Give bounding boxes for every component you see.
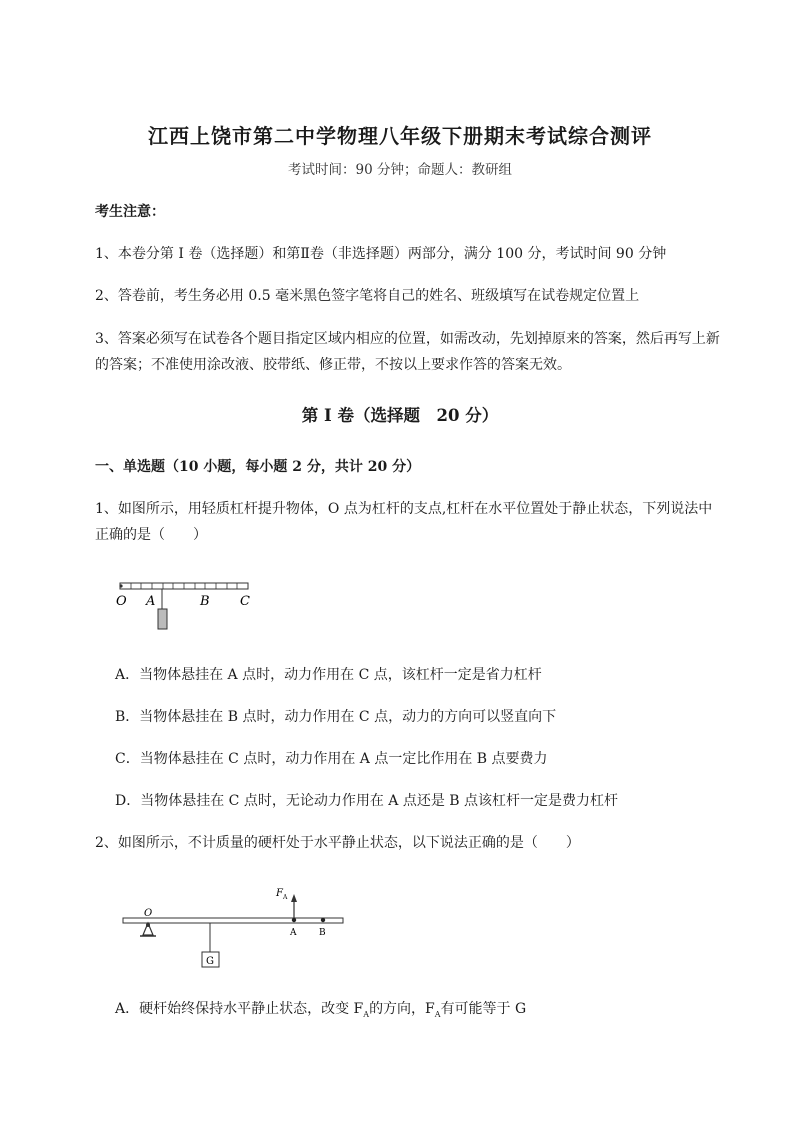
notice-item-3: 3、答案必须写在试卷各个题目指定区域内相应的位置，如需改动，先划掉原来的答案，然后再写上新的答案；不准使用涂改液、胶带纸、修正带，不按以上要求作答的答案无效。: [95, 331, 720, 373]
option-text: 有可能等于 G: [440, 1001, 527, 1017]
point-a-dot: [292, 918, 296, 922]
label-b: B: [319, 928, 326, 938]
subscript: A: [434, 1009, 441, 1019]
option-text: 的方向，F: [369, 1001, 435, 1017]
question-1-option-a[interactable]: A．当物体悬挂在 A 点时，动力作用在 C 点，该杠杆一定是省力杠杆: [115, 667, 542, 683]
question-1-lever-figure: [110, 575, 270, 637]
label-a: A: [146, 594, 156, 609]
pivot-dot: [119, 584, 122, 587]
notice-item-1: 1、本卷分第 I 卷（选择题）和第Ⅱ卷（非选择题）两部分，满分 100 分，考试时间 90 分钟: [95, 246, 667, 262]
question-1-option-d[interactable]: D．当物体悬挂在 C 点时，无论动力作用在 A 点还是 B 点该杠杆一定是费力杠杆: [115, 793, 619, 809]
label-o: O: [116, 594, 127, 609]
rod-bar: [123, 918, 343, 923]
label-o: O: [144, 908, 153, 919]
label-f-subscript: A: [283, 894, 288, 901]
part-heading: 一、单选题（10 小题，每小题 2 分，共计 20 分）: [95, 459, 421, 475]
label-a: A: [290, 928, 297, 938]
notice-item-2: 2、答卷前，考生务必用 0.5 毫米黑色签字笔将自己的姓名、班级填写在试卷规定位置上: [95, 288, 640, 304]
question-1-option-c[interactable]: C．当物体悬挂在 C 点时，动力作用在 A 点一定比作用在 B 点要费力: [115, 751, 548, 767]
point-b-dot: [321, 918, 325, 922]
pivot-point: [146, 923, 150, 927]
question-2-stem: 2、如图所示，不计质量的硬杆处于水平静止状态，以下说法正确的是（ ）: [95, 835, 580, 851]
page-title: 江西上饶市第二中学物理八年级下册期末考试综合测评: [148, 124, 652, 148]
subscript: A: [363, 1009, 370, 1019]
force-arrow-head: [291, 894, 297, 902]
option-text: A．硬杆始终保持水平静止状态，改变 F: [115, 1001, 364, 1017]
question-1-option-b[interactable]: B．当物体悬挂在 B 点时，动力作用在 C 点，动力的方向可以竖直向下: [115, 709, 557, 725]
label-b: B: [200, 594, 210, 609]
question-1-stem: 1、如图所示，用轻质杠杆提升物体，O 点为杠杆的支点,杠杆在水平位置处于静止状态，下列说法中正确的是（ ）: [95, 501, 713, 543]
label-g: G: [206, 956, 214, 967]
hanging-weight: [158, 609, 167, 629]
label-c: C: [240, 594, 250, 609]
question-2-rod-figure: [118, 880, 353, 972]
label-f: F: [276, 888, 283, 899]
section-title: 第 I 卷（选择题 20 分）: [301, 406, 499, 425]
question-2-option-a[interactable]: [115, 997, 715, 1027]
page-subtitle: 考试时间：90 分钟；命题人：教研组: [288, 162, 512, 178]
notice-heading: 考生注意：: [95, 204, 165, 220]
